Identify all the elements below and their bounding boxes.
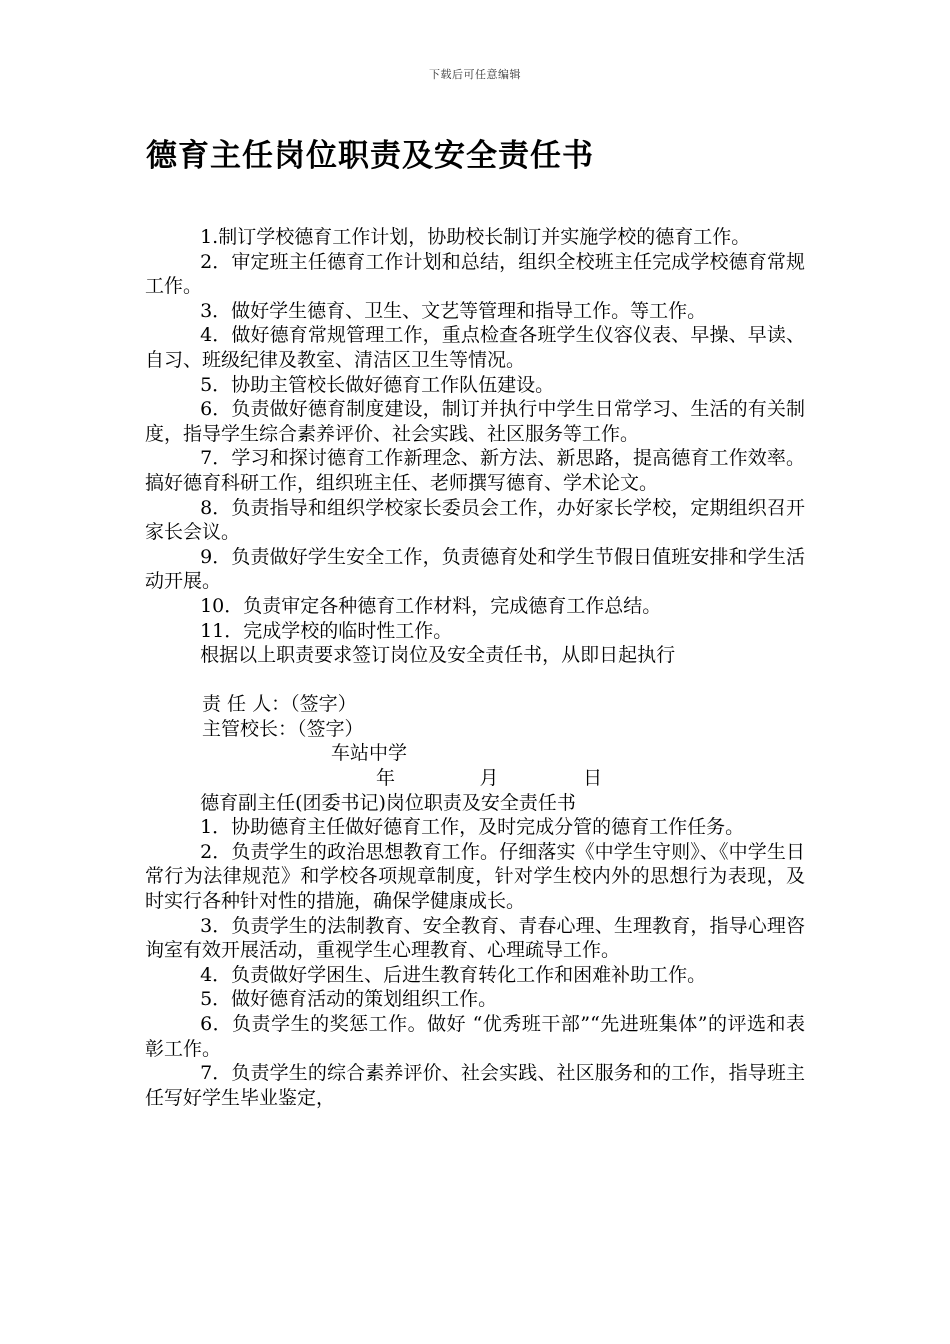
responsible-person-signature: 责 任 人：（签字）	[202, 693, 357, 716]
header-note: 下载后可任意编辑	[429, 68, 521, 81]
deputy-duty-item-7: 7．负责学生的综合素养评价、社会实践、社区服务和的工作，指导班主任写好学生毕业鉴定，	[145, 1062, 805, 1109]
deputy-duty-item-1: 1．协助德育主任做好德育工作，及时完成分管的德育工作任务。	[200, 816, 745, 839]
deputy-duty-item-5: 5．做好德育活动的策划组织工作。	[200, 988, 498, 1011]
closing-statement: 根据以上职责要求签订岗位及安全责任书，从即日起执行	[200, 644, 676, 667]
date-line: 年 月 日	[376, 767, 603, 790]
duty-item-5: 5．协助主管校长做好德育工作队伍建设。	[200, 373, 555, 396]
deputy-duty-item-4: 4．负责做好学困生、后进生教育转化工作和困难补助工作。	[200, 963, 707, 986]
deputy-duty-item-2: 2．负责学生的政治思想教育工作。仔细落实《中学生守则》、《中学生日常行为法律规范》和学校各项规章制度，针对学生校内外的思想行为表现，及时实行各种针对性的措施，确保学健康成长。	[145, 840, 805, 913]
section2-heading: 德育副主任(团委书记)岗位职责及安全责任书	[200, 791, 576, 814]
deputy-duty-item-3: 3．负责学生的法制教育、安全教育、青春心理、生理教育，指导心理咨询室有效开展活动，重视学生心理教育、心理疏导工作。	[145, 914, 805, 962]
duty-item-2: 2．审定班主任德育工作计划和总结，组织全校班主任完成学校德育常规工作。	[145, 250, 805, 298]
duty-item-1: 1.制订学校德育工作计划，协助校长制订并实施学校的德育工作。	[200, 226, 751, 248]
school-name: 车站中学	[331, 742, 408, 765]
deputy-duty-item-6: 6．负责学生的奖惩工作。做好 “优秀班干部”“先进班集体”的评选和表彰工作。	[145, 1013, 805, 1060]
duty-item-9: 9．负责做好学生安全工作，负责德育处和学生节假日值班安排和学生活动开展。	[145, 545, 805, 593]
duty-item-8: 8．负责指导和组织学校家长委员会工作，办好家长学校，定期组织召开家长会议。	[145, 496, 805, 544]
duty-item-10: 10．负责审定各种德育工作材料，完成德育工作总结。	[200, 594, 662, 617]
duty-item-3: 3．做好学生德育、卫生、文艺等管理和指导工作。等工作。	[200, 299, 707, 322]
duty-item-11: 11．完成学校的临时性工作。	[200, 619, 453, 642]
document-title: 德育主任岗位职责及安全责任书	[146, 138, 594, 174]
document-body	[145, 225, 805, 1110]
supervising-principal-signature: 主管校长：（签字）	[202, 717, 364, 740]
duty-item-6: 6．负责做好德育制度建设，制订并执行中学生日常学习、生活的有关制度，指导学生综合素养评价、社会实践、社区服务等工作。	[145, 398, 805, 445]
duty-item-7: 7．学习和探讨德育工作新理念、新方法、新思路，提高德育工作效率。搞好德育科研工作，组织班主任、老师撰写德育、学术论文。	[145, 447, 805, 494]
duty-item-4: 4．做好德育常规管理工作，重点检查各班学生仪容仪表、早操、早读、自习、班级纪律及教室、清洁区卫生等情况。	[145, 324, 805, 371]
blank-line	[145, 668, 805, 693]
